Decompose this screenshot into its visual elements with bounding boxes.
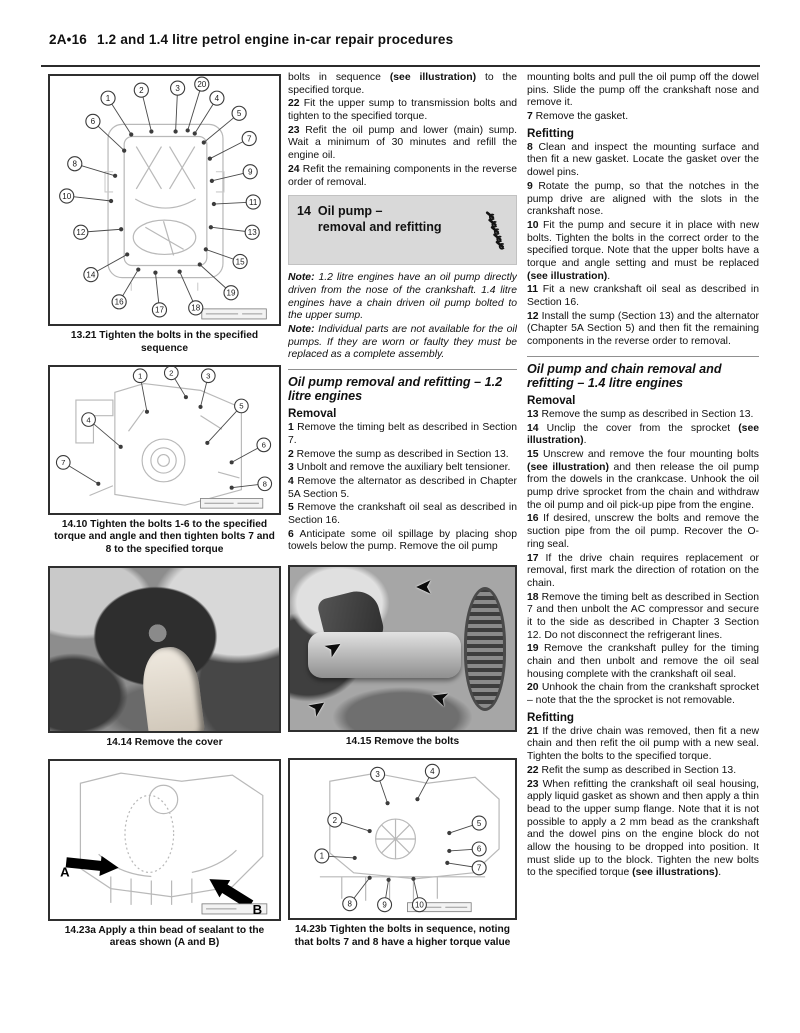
bold-run: 23 <box>527 778 543 790</box>
bold-run: 11 <box>527 284 543 296</box>
text-run: If the drive chain was removed, then fit a new chain and then refit the oil pump with a new seal. Tighten the bolts to the specified torque. <box>527 725 759 763</box>
svg-text:2: 2 <box>169 368 174 378</box>
section-number: 14 <box>297 204 311 219</box>
text-run: Fit a new crankshaft oil seal as described in Section 16. <box>527 284 760 308</box>
figure-reference-label <box>202 309 267 319</box>
step-paragraph <box>288 125 517 163</box>
svg-text:3: 3 <box>375 769 380 779</box>
svg-text:10: 10 <box>62 191 72 201</box>
text-run: Remove the gasket. <box>535 111 629 123</box>
oil-pump-diagram-svg <box>50 367 279 513</box>
svg-text:6: 6 <box>476 844 482 854</box>
text-run: Unscrew and remove the four mounting bolts <box>543 449 760 460</box>
svg-text:17: 17 <box>154 305 164 315</box>
svg-text:10: 10 <box>414 900 424 910</box>
photo-14-15-remove-bolts <box>288 565 517 732</box>
text-run: Unclip the cover from the sprocket <box>546 422 739 434</box>
bold-run: (see illustrations) <box>632 867 719 879</box>
step-paragraph <box>288 529 517 554</box>
step-paragraph <box>527 553 759 591</box>
middle-column-text <box>288 72 517 565</box>
step-paragraph <box>527 765 759 778</box>
section-title-line: Oil pump – <box>317 204 383 219</box>
bold-run: 19 <box>527 643 544 655</box>
bold-run: 1 <box>288 422 298 434</box>
bold-run: 20 <box>527 682 542 694</box>
step-paragraph <box>527 449 759 512</box>
svg-text:14: 14 <box>86 270 96 280</box>
figure-caption: 14.10 Tighten the bolts 1-6 to the specified torque and angle and then tighten bolts 7 and 8 to the specified torque <box>54 518 275 555</box>
bold-run: 12 <box>527 310 542 322</box>
svg-text:1: 1 <box>138 370 143 380</box>
step-paragraph <box>527 181 759 219</box>
bold-run: 2 <box>288 448 297 460</box>
text-run: Unbolt and remove the auxiliary belt tensioner. <box>296 462 511 474</box>
svg-text:20: 20 <box>197 79 207 89</box>
step-paragraph <box>288 164 517 189</box>
figure-reference-label <box>201 498 263 508</box>
middle-column <box>288 72 517 958</box>
step-paragraph <box>288 462 517 475</box>
svg-text:4: 4 <box>86 414 91 424</box>
text-run: Remove the timing belt as described in Section 7 and then unbolt the AC compressor and secure it to the side as described in Chapter 3 Section 12. Do not disconnect the refrigerant lines. <box>527 591 759 641</box>
bold-run: 22 <box>288 98 304 110</box>
sub-heading: Removal <box>527 393 576 407</box>
svg-text:9: 9 <box>247 167 253 177</box>
step-paragraph <box>527 72 759 110</box>
step-paragraph <box>527 726 759 764</box>
svg-text:7: 7 <box>476 863 482 873</box>
text-run: Refit the remaining components in the reverse order of removal. <box>288 163 517 188</box>
bold-run: 14 <box>527 422 547 434</box>
bold-run: 24 <box>288 163 303 175</box>
step-paragraph <box>527 284 759 309</box>
text-run: Remove the timing belt as described in Section 7. <box>288 422 517 446</box>
step-paragraph <box>527 220 759 283</box>
arrow-icon: ➤ <box>305 694 331 721</box>
svg-text:19: 19 <box>226 288 236 298</box>
sealant-diagram-svg <box>50 761 279 919</box>
text-run: Refit the sump as described in Section 13. <box>541 764 737 776</box>
bold-run: 8 <box>527 141 539 153</box>
svg-text:1: 1 <box>105 94 111 104</box>
note-paragraph <box>288 324 517 362</box>
svg-text:7: 7 <box>246 134 252 144</box>
svg-text:6: 6 <box>261 440 266 450</box>
step-paragraph <box>288 449 517 462</box>
step-paragraph <box>527 643 759 681</box>
text-run: Fit the upper sump to transmission bolts and tighten to the specified torque. <box>288 98 517 123</box>
text-run: Fit the pump and secure it in place with new bolts. Tighten the bolts in the correct order to the specified torque. Note that the upper bolts have a torque and angle setting and must be replaced <box>527 219 759 269</box>
bold-run: 10 <box>527 219 543 231</box>
sub-heading: Removal <box>288 407 337 421</box>
text-run: Refit the oil pump and lower (main) sump. Wait a minimum of 30 minutes and refill the engine oil. <box>288 124 517 162</box>
bold-run: (see illustration) <box>527 461 609 473</box>
bold-run: 17 <box>527 552 546 564</box>
bold-run: 5 <box>288 502 298 514</box>
section-title <box>318 204 480 235</box>
figure-14-23b-bolt-sequence-diagram <box>288 758 517 920</box>
text-run: Unhook the chain from the crankshaft sprocket – note that the the sprocket is not removable. <box>527 682 759 707</box>
arrow-icon: ➤ <box>416 575 432 597</box>
arrow-icon: ➤ <box>321 635 347 662</box>
svg-text:5: 5 <box>476 818 482 828</box>
difficulty-spanners-icon <box>484 204 510 256</box>
svg-text:1: 1 <box>319 851 325 861</box>
cross-heading: Oil pump removal and refitting – 1.2 litre engines <box>288 369 517 403</box>
bold-run: Note: <box>288 323 319 335</box>
svg-text:2: 2 <box>332 815 338 825</box>
bold-run: 7 <box>527 111 536 123</box>
svg-text:8: 8 <box>347 899 352 909</box>
step-paragraph <box>527 513 759 551</box>
bold-run: 3 <box>288 462 297 474</box>
text-run: to the specified torque. <box>288 72 517 96</box>
step-paragraph <box>527 311 759 349</box>
svg-text:13: 13 <box>247 228 257 238</box>
sub-heading: Refitting <box>527 710 575 724</box>
note-paragraph <box>288 272 517 323</box>
text-run: If the drive chain requires replacement or removal, first mark the direction of rotation on the chain. <box>527 552 759 589</box>
step-paragraph <box>527 409 759 422</box>
step-paragraph <box>527 423 759 448</box>
step-paragraph <box>288 502 517 527</box>
text-run: Individual parts are not available for the oil pumps. If they are worn or faulty they must be replaced as a complete assembly. <box>288 323 517 361</box>
figure-caption: 14.23b Tighten the bolts in sequence, noting that bolts 7 and 8 have a higher torque value <box>294 923 511 948</box>
svg-text:4: 4 <box>214 94 220 104</box>
svg-text:5: 5 <box>239 401 244 411</box>
photo-14-14-remove-cover <box>48 566 281 733</box>
bolt-sequence-svg <box>290 760 515 918</box>
photo-caption: 14.15 Remove the bolts <box>345 736 460 747</box>
svg-text:15: 15 <box>235 257 245 267</box>
text-run: Remove the sump as described in Section 13. <box>296 448 509 460</box>
figure-14-10-oil-pump-bolts-diagram <box>48 365 281 515</box>
bold-run: Note: <box>288 272 319 284</box>
step-paragraph <box>527 111 759 124</box>
bold-run: 16 <box>527 513 544 525</box>
header-rule <box>41 65 760 67</box>
step-paragraph <box>527 142 759 180</box>
text-run: Install the sump (Section 13) and the alternator (Chapter 5A Section 5) and then fit the remaining components in the reverse order to removal. <box>527 310 759 348</box>
svg-text:3: 3 <box>175 83 180 93</box>
svg-text:9: 9 <box>382 900 387 910</box>
figure-14-23a-sealant-areas-diagram <box>48 759 281 921</box>
step-paragraph <box>288 422 517 447</box>
bold-run: 18 <box>527 591 542 603</box>
bold-run: 9 <box>527 180 539 192</box>
text-run: and then release the oil pump from the dowels in the crankcase. Unhook the oil pump drive sprocket from the chain and withdraw the oil pump and oil pick-up pipe from the engine. <box>527 461 759 511</box>
bold-run: 23 <box>288 124 306 136</box>
section-title-line: removal and refitting <box>317 219 442 234</box>
svg-text:7: 7 <box>61 457 66 467</box>
bold-run: 21 <box>527 725 543 737</box>
step-paragraph <box>527 592 759 643</box>
sealant-area-label-A: A <box>60 863 70 879</box>
crankshaft-sprocket <box>464 587 506 711</box>
text-run: If desired, unscrew the bolts and remove the suction pipe from the oil pump. Recover the O-ring seal. <box>527 513 759 550</box>
text-run: Remove the crankshaft oil seal as described in Section 16. <box>288 502 517 526</box>
svg-text:5: 5 <box>236 109 242 119</box>
bold-run: 15 <box>527 449 543 460</box>
text-run: Clean and inspect the mounting surface and then fit a new gasket. Locate the gasket over the dowel pins. <box>527 141 760 179</box>
bold-run: (see illustration) <box>527 422 759 447</box>
text-run: bolts in sequence <box>288 72 390 83</box>
text-run: mounting bolts and pull the oil pump off the dowel pins. Slide the pump off the crankshaft nose and remove it. <box>527 72 759 109</box>
right-text-column <box>527 72 759 881</box>
text-run: . <box>607 270 611 282</box>
text-run: 1.2 litre engines have an oil pump directly driven from the nose of the crankshaft. 1.4 litre engines have a chain driven oil pump bolted to the upper sump. <box>288 272 517 322</box>
photo-caption: 14.14 Remove the cover <box>106 736 223 748</box>
text-run: Anticipate some oil spillage by placing shop towels below the pump. Remove the oil pump <box>288 528 517 553</box>
page-header <box>49 32 453 47</box>
svg-text:11: 11 <box>249 197 258 207</box>
text-run: Remove the sump as described in Section 13. <box>541 408 754 420</box>
cross-heading: Oil pump and chain removal and refitting – 1.4 litre engines <box>527 356 759 390</box>
svg-text:8: 8 <box>72 159 78 169</box>
bold-run: 13 <box>527 408 542 420</box>
svg-text:6: 6 <box>90 117 96 127</box>
text-run: Rotate the pump, so that the notches in the pump drive are aligned with the slots in the crankshaft nose. <box>527 180 759 218</box>
figure-caption: 14.23a Apply a thin bead of sealant to the areas shown (A and B) <box>64 924 265 949</box>
bold-run: 6 <box>288 528 300 540</box>
svg-text:16: 16 <box>114 297 124 307</box>
text-run: . <box>583 435 587 447</box>
bold-run: (see illustration) <box>389 72 477 83</box>
step-paragraph <box>527 682 759 707</box>
sump-diagram-svg <box>50 76 279 324</box>
left-figure-column <box>48 74 281 959</box>
text-run: When refitting the crankshaft oil seal housing, apply liquid gasket as shown and then apply a thin bead to the upper sump flange. Note that it is not possible to apply a 2 mm bead as the crankshaft and the dowel pins on the engine block do not allow the housing to be dropped into position. It must slide up to the block. Tighten the new bolts to the specified torque <box>527 778 759 879</box>
sub-heading: Refitting <box>527 126 575 140</box>
svg-text:18: 18 <box>191 303 201 313</box>
svg-text:2: 2 <box>139 85 144 95</box>
figure-caption: 13.21 Tighten the bolts in the specified sequence <box>70 330 259 354</box>
bold-run: 4 <box>288 475 298 487</box>
sealant-area-label-B: B <box>252 901 263 917</box>
bold-run: 22 <box>527 764 542 776</box>
svg-text:8: 8 <box>262 479 267 489</box>
text-run: . <box>718 867 722 879</box>
svg-text:4: 4 <box>430 766 435 776</box>
svg-text:12: 12 <box>76 228 86 238</box>
text-run: Remove the crankshaft pulley for the timing chain and then unbolt and remove the oil seal housing complete with the crankshaft oil seal. <box>527 643 759 680</box>
section-14-heading-box <box>288 195 517 265</box>
bold-run: (see illustration) <box>527 270 608 282</box>
page-number: 2A•16 <box>49 32 87 47</box>
arrow-icon: ➤ <box>428 685 451 711</box>
text-run: Remove the alternator as described in Chapter 5A Section 5. <box>288 475 517 500</box>
gloved-finger <box>138 644 205 733</box>
step-paragraph <box>288 98 517 123</box>
page-title: 1.2 and 1.4 litre petrol engine in-car repair procedures <box>97 32 454 47</box>
step-paragraph <box>288 72 517 97</box>
step-paragraph <box>527 779 759 881</box>
figure-13-21-sump-bolt-sequence-diagram <box>48 74 281 326</box>
step-paragraph <box>288 476 517 501</box>
svg-text:3: 3 <box>206 370 211 380</box>
